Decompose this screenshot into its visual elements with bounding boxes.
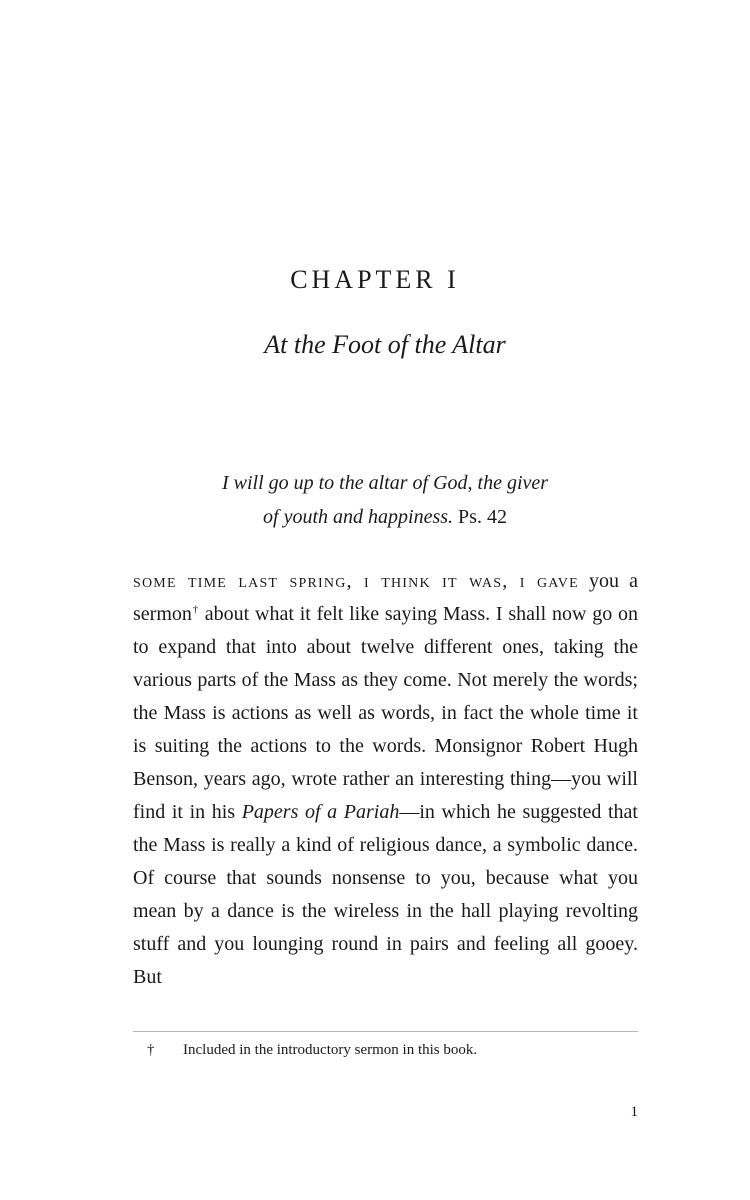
body-text-2: about what it felt like saying Mass. I shall now go on to expand that into about twelve different ones, taking the various parts of the Mass as they come. Not merely the words; the Mass is actions as well as words, in fact the whole time it is suiting the actions to the words. Monsignor Robert Hugh Benson, years ago, wrote rather an interesting thing—you will find it in his <box>133 603 639 823</box>
epigraph-line-2 <box>0 500 750 534</box>
body-text-3: —in which he suggested that the Mass is really a kind of religious dance, a symbolic dance. Of course that sounds nonsense to you, because what you mean by a dance is the wireless in the hall playing revolting stuff and you lounging round in pairs and feeling all gooey. But <box>133 801 638 988</box>
footnote-mark: † <box>147 1042 155 1058</box>
epigraph-line-1: I will go up to the altar of God, the giver <box>221 472 549 494</box>
chapter-subtitle: At the Foot of the Altar <box>264 330 506 359</box>
body-paragraph <box>133 565 638 994</box>
epigraph-line-2-text: of youth and happiness. <box>263 506 454 528</box>
footnote-reference: † <box>191 603 199 616</box>
epigraph <box>0 466 750 534</box>
page-number: 1 <box>630 1104 638 1120</box>
footnote-divider <box>133 1031 638 1032</box>
footnote <box>147 1040 637 1060</box>
book-title: Papers of a Pariah <box>241 801 400 823</box>
footnote-text: Included in the introductory sermon in this book. <box>183 1042 478 1058</box>
opening-smallcaps: some time last spring, i think it was, i gave <box>133 570 579 592</box>
chapter-heading: CHAPTER I <box>290 265 460 294</box>
epigraph-citation: Ps. 42 <box>458 506 507 528</box>
body-text-1: you a sermon <box>133 570 638 625</box>
